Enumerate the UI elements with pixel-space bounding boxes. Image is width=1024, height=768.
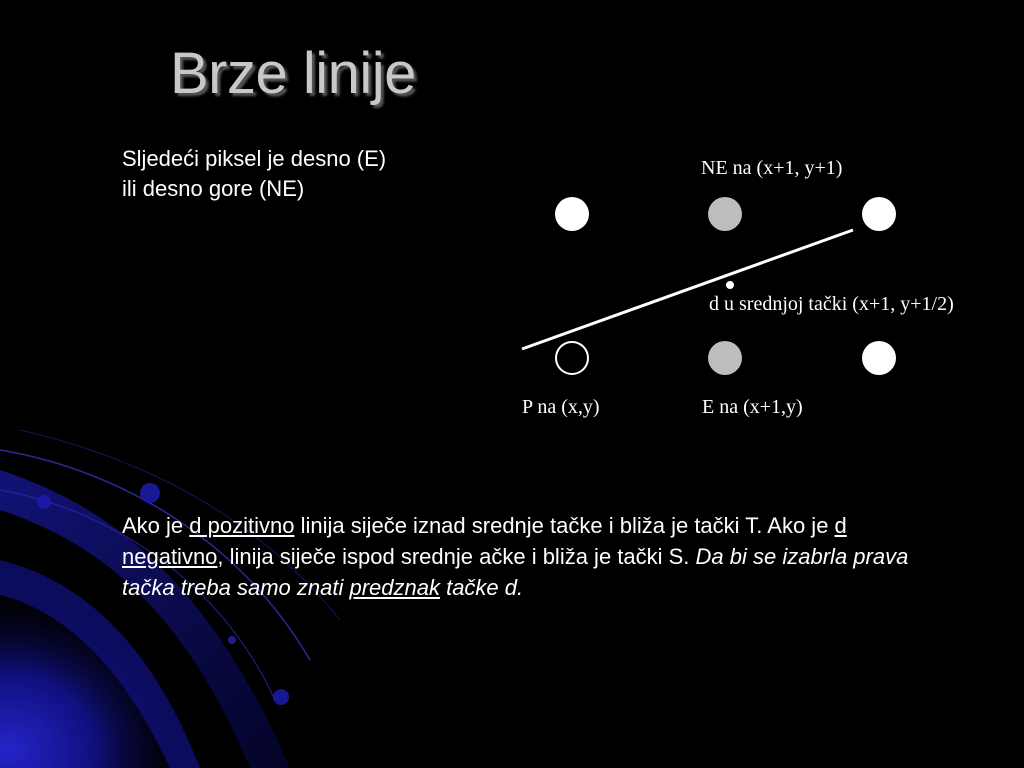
label-e: E na (x+1,y) xyxy=(702,396,803,418)
body-part-1: Ako je xyxy=(122,513,190,538)
pixel-p xyxy=(556,342,588,374)
intro-line-2: ili desno gore (NE) xyxy=(122,176,305,201)
pixel-e xyxy=(708,341,742,375)
label-midpoint: d u srednjoj tački (x+1, y+1/2) xyxy=(709,293,954,315)
pixel-ne xyxy=(708,197,742,231)
pixel-top-right xyxy=(862,197,896,231)
body-part-3: , linija siječe ispod srednje ačke i bliža je tački S. xyxy=(217,544,696,569)
pixel-bottom-right xyxy=(862,341,896,375)
slide-title: Brze linije xyxy=(170,41,416,106)
body-d-positive: d pozitivno xyxy=(189,513,295,538)
body-predznak: predznak xyxy=(349,575,440,600)
body-italic-1: Da bi se izabrla prava tačka treba samo znati xyxy=(122,544,909,600)
body-text xyxy=(122,510,942,603)
intro-line-1: Sljedeći piksel je desno (E) xyxy=(122,146,387,171)
body-d-negative: d negativno xyxy=(122,513,847,569)
label-ne: NE na (x+1, y+1) xyxy=(701,157,843,179)
line-segment xyxy=(522,230,853,349)
body-part-2: linija siječe iznad srednje tačke i bliža je tački T. Ako je xyxy=(294,513,835,538)
pixel-top-left xyxy=(555,197,589,231)
body-italic-2: tačke d. xyxy=(439,575,524,600)
label-p: P na (x,y) xyxy=(522,396,600,418)
midpoint-dot xyxy=(726,281,734,289)
